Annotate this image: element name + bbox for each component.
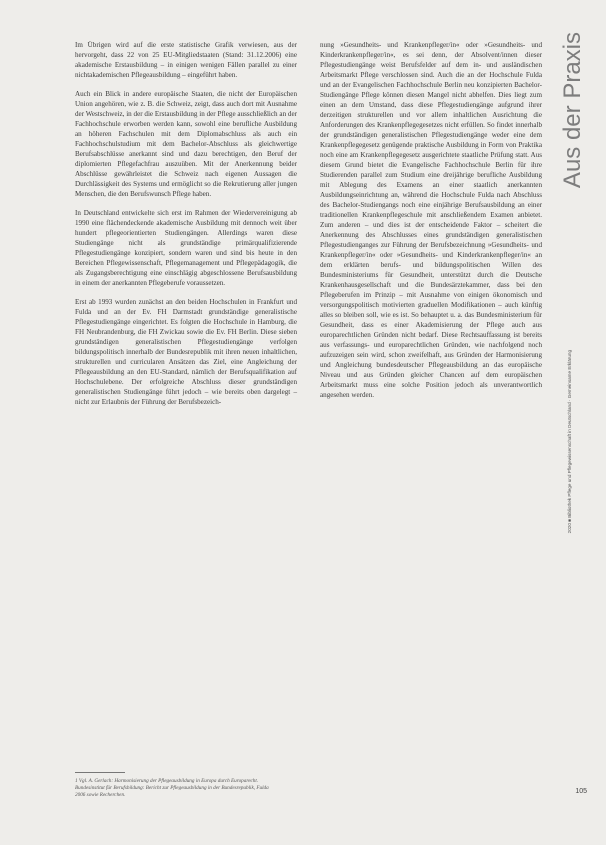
paragraph: In Deutschland entwickelte sich erst im Rahmen der Wiedervereinigung ab 1990 eine flächendeckende akademische Ausbildung mit dennoch weit über hundert pflegeorientierten Studiengängen. Allerdings waren diese Studiengänge nicht als grundständige primärqualifizierende Pflegestudiengänge konzipiert, sondern waren und sind bis heute in den Bereichen Pflegewissenschaft, Pflegemanagement und Pflegepädagogik, die als Zugangsberechtigung eine einschlägig abgeschlossene Berufsausbildung in einem der anerkannten Pflegeberufe voraussetzen. [75, 209, 297, 287]
running-head-text: 2020 ■ Bibliothek Pflege und Pflegewissenschaft in Deutschland · Gemeinsame Erklärung [567, 350, 572, 534]
section-title [553, 32, 593, 212]
footnote-divider [75, 772, 125, 773]
running-head [563, 350, 577, 770]
page-number: 105 [575, 788, 587, 795]
paragraph: Erst ab 1993 wurden zunächst an den beiden Hochschulen in Frankfurt und Fulda und an der Ev. FH Darmstadt grundständige generalistische Pflegestudiengänge eingerichtet. Es folgten die Hochschule in Hamburg, die FH Neubrandenburg, die FH Zwickau sowie die Ev. FH Berlin. Diese sieben grundständigen generalistischen Pflegestudiengänge verfolgen bildungspolitisch innerhalb der Bundesrepublik mit ihren neuen inhaltlichen, strukturellen und curricularen Ansätzen das Ziel, eine Angleichung der Pflegeausbildung an den EU-Standard, nämlich der Berufsqualifikation auf Hochschulebene. Der erfolgreiche Abschluss dieser grundständigen generalistischen Studiengänge führt jedoch – wie bereits oben dargelegt – nicht zur Erlaubnis der Führung der Berufsbezeich- [75, 298, 297, 406]
paragraph: Im Übrigen wird auf die erste statistische Grafik verwiesen, aus der hervorgeht, dass 22 von 25 EU-Mitgliedstaaten (Stand: 31.12.2006) eine akademische Erstausbildung – in einigen wenigen Fällen parallel zu einer nichtakademischen Pflegeausbildung – eingeführt haben. [75, 41, 297, 79]
paragraph: nung »Gesundheits- und Krankenpfleger/in« oder »Gesundheits- und Kinderkrankenpfleger/in«, es sei denn, der Absolvent/innen dieser Pflegestudiengänge weist Berufsfelder auf dem in- und ausländischen Arbeitsmarkt Pflege verschlossen sind. Auch die an der Hochschule Fulda und an der Evangelischen Fachhochschule Berlin neu konzipierten Bachelor-Studiengänge Pflege können diesen Mangel nicht abhelfen. Dies liegt zum einen an dem Umstand, dass diese Pflegestudiengänge aufgrund ihrer derzeitigen strukturellen und vor allem inhaltlichen Ausrichtung die Anforderungen des Krankenpflegegesetzes nicht erfüllen. So findet innerhalb der grundständigen generalistischen Pflegestudiengänge weder eine dem Krankenpflegegesetz genügende praktische Ausbildung in Form von Praktika noch eine am Krankenpflegegesetz ausgerichtete staatliche Prüfung statt. Aus diesem Grund bietet die Evangelische Fachhochschule Berlin für ihre Studierenden parallel zum Studium eine dreijährige berufliche Ausbildung mit Ablegung des Examens an einer staatlich anerkannten Ausbildungseinrichtung an, während die Hochschule Fulda nach Abschluss des Bachelor-Studiengangs noch eine einjährige Berufsausbildung an einer traditionellen Krankenpflegeschule mit anschließendem Examen anbietet. Zum anderen – und dies ist der entscheidende Faktor – scheitert die Anerkennung des Abschlusses eines grundständigen generalistischen Pflegestudienganges zur Führung der Berufsbezeichnung »Gesundheits- und Krankenpfleger/in« oder »Gesundheits- und Kinderkrankenpfleger/in« an dem erklärten berufs- und bildungspolitischen Willen des Bundesministeriums für Gesundheit, unterstützt durch die Deutsche Krankenhausgesellschaft und die Bundesärztekammer, dass bei den Pflegeberufen im Prinzip – mit Ausnahme von einigen ökonomisch und versorgungspolitisch motivierten graduellen Modifikationen – auch künftig alles so bleiben soll, wie es ist. So behauptet u. a. das Bundesministerium für Gesundheit, dass es einer Akademisierung der Pflege auch aus europarechtlichen Gründen nicht bedarf. Diese Rechtsauffassung ist bereits aus verfassungs- und europarechtlichen Gründen, wie nachfolgend noch aufzuzeigen sein wird, schon zweifelhaft, aus Gründen der Harmonisierung und Angleichung bundesdeutscher Pflegeausbildung an das europäische Niveau und aus Gründen gleicher Chancen auf dem europäischen Arbeitsmarkt muss eine solche Position jedoch als unverantwortlich angesehen werden. [320, 41, 542, 399]
right-text-column [320, 40, 542, 409]
section-title-text: Aus der Praxis [559, 32, 586, 189]
left-text-column [75, 40, 297, 416]
footnote: 1 Vgl. A. Gerlach: Harmonisierung der Pflegeausbildung in Europa durch Europarecht. Bundesinstitut für Berufsbildung: Bericht zur Pflegeausbildung in der Bundesrepublik, Fulda 2006 sowie Recherchen. [75, 778, 269, 798]
paragraph: Auch ein Blick in andere europäische Staaten, die nicht der Europäischen Union angehören, wie z. B. die Schweiz, zeigt, dass auch dort mit Ausnahme der Westschweiz, in der die Erstausbildung in der Pflege ausschließlich an der Fachhochschule erworben werden kann, sowohl eine berufliche Ausbildung an höheren Fachschulen mit dem Diplomabschluss als auch ein Fachhochschulstudium mit dem Bachelor-Abschluss als gleichwertige Berufsabschlüsse anerkannt sind und dazu berechtigen, den Beruf der diplomierten Pflegefachfrau auszuüben. Mit der Anerkennung beider Abschlüsse gewährleistet die Schweiz nach eigenen Aussagen die Durchlässigkeit des Systems und ermöglicht so die Rekrutierung aller jungen Menschen, die den Berufswunsch Pflege haben. [75, 90, 297, 198]
